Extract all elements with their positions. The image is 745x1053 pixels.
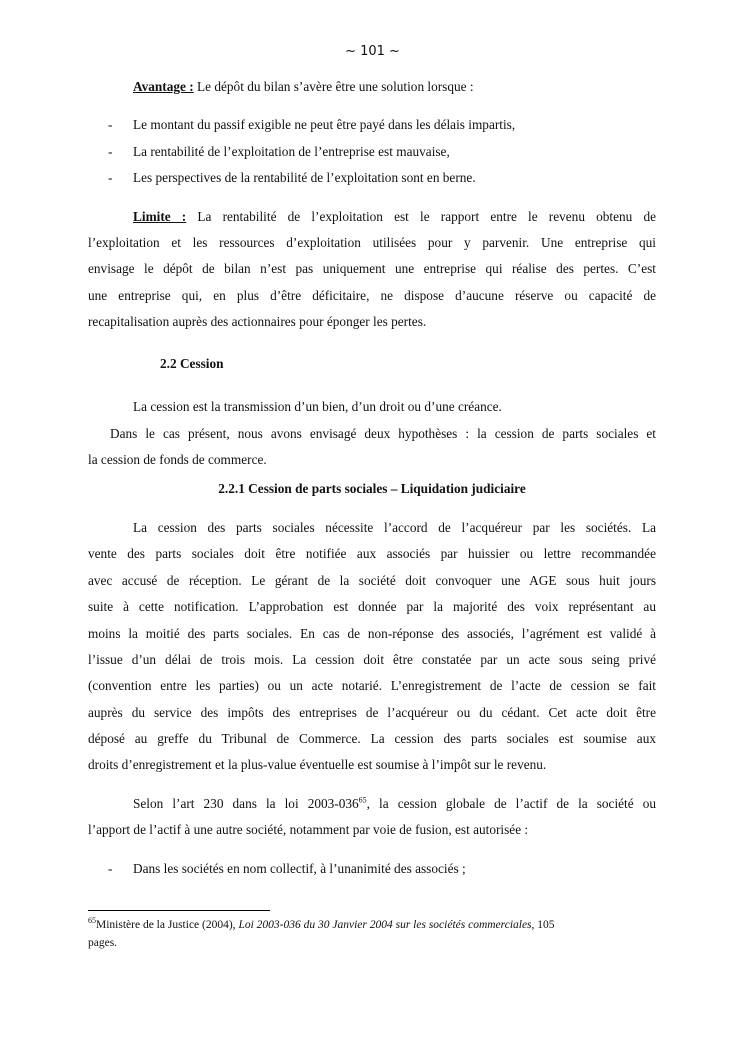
avantage-label: Avantage :: [133, 79, 194, 94]
footnote-line-1: $^{65}$Ministère de la Justice (2004), Loi 2003-036 du 30 Janvier 2004 sur les sociétés commerciales, 105: [88, 916, 555, 931]
footnote-title: Loi 2003-036 du 30 Janvier 2004 sur les sociétés commerciales: [238, 919, 532, 931]
limite-line-4: une entreprise qui, en plus d’être déficitaire, ne dispose d’aucune réserve ou capacité de: [88, 288, 656, 303]
bullet-dash: -: [108, 117, 113, 132]
parts-line-5: moins la moitié des parts sociales. En cas de non-réponse des associés, l’agrément est validé à: [88, 626, 656, 641]
parts-line-9: déposé au greffe du Tribunal de Commerce. La cession des parts sociales est soumise aux: [88, 731, 656, 746]
section-heading-2-2-1: 2.2.1 Cession de parts sociales – Liquidation judiciaire: [218, 481, 526, 496]
bullet-dash: -: [108, 144, 113, 159]
cession-definition: La cession est la transmission d’un bien, d’un droit ou d’une créance.: [133, 399, 502, 414]
parts-line-10: droits d’enregistrement et la plus-value éventuelle est soumise à l’impôt sur le revenu.: [88, 757, 547, 772]
bullet-dash: -: [108, 170, 113, 185]
parts-line-1: La cession des parts sociales nécessite l’accord de l’acquéreur par les sociétés. La: [133, 520, 656, 535]
limite-label: Limite :: [133, 209, 187, 224]
hypotheses-line-2: la cession de fonds de commerce.: [88, 452, 267, 467]
bullet-dash: -: [108, 861, 113, 876]
art-230-line-2: l’apport de l’actif à une autre société, notamment par voie de fusion, est autorisée :: [88, 822, 529, 837]
parts-line-7: (convention entre les parties) ou un acte notarié. L’enregistrement de l’acte de cession se fait: [88, 678, 656, 693]
footnote-rule: [88, 910, 270, 911]
avantage-text: Le dépôt du bilan s’avère être une solution lorsque :: [193, 79, 474, 94]
limite-line-2: l’exploitation et les ressources d’exploitation utilisées pour y parvenir. Une entreprise qui: [88, 235, 656, 250]
hypotheses-line-1: Dans le cas présent, nous avons envisagé deux hypothèses : la cession de parts sociales et: [110, 426, 656, 441]
avantage-paragraph: [133, 79, 474, 95]
parts-line-3: avec accusé de réception. Le gérant de la société doit convoquer une AGE sous huit jours: [88, 573, 656, 588]
footnote-line-2: pages.: [88, 937, 118, 949]
limite-line-3: envisage le dépôt de bilan n’est pas uniquement une entreprise qui réalise des pertes. C’est: [88, 261, 656, 276]
parts-line-6: l’issue d’un délai de trois mois. La cession doit être constatée par un acte sous seing privé: [88, 652, 656, 667]
snc-bullet: Dans les sociétés en nom collectif, à l’unanimité des associés ;: [133, 861, 466, 876]
avantage-bullet-3: Les perspectives de la rentabilité de l’exploitation sont en berne.: [133, 170, 476, 185]
parts-line-4: suite à cette notification. L’approbation est donnée par la majorité des voix représentant au: [88, 599, 656, 614]
parts-line-8: auprès du service des impôts des entreprises de l’acquéreur ou du cédant. Cet acte doit être: [88, 705, 656, 720]
footnote-ref: 65: [358, 795, 367, 805]
art-230-line-1: Selon l’art 230 dans la loi $2003-036^{65}$, la cession globale de l’actif de la société ou: [133, 795, 656, 811]
avantage-bullet-2: La rentabilité de l’exploitation de l’entreprise est mauvaise,: [133, 144, 450, 159]
avantage-bullet-1: Le montant du passif exigible ne peut être payé dans les délais impartis,: [133, 117, 516, 132]
limite-line-1: Limite : La rentabilité de l’exploitation est le rapport entre le revenu obtenu de: [133, 209, 657, 224]
limite-line-5: recapitalisation auprès des actionnaires pour éponger les pertes.: [88, 314, 427, 329]
section-heading-2-2: 2.2 Cession: [160, 356, 224, 371]
page-number: ~ 101 ~: [345, 44, 400, 59]
footnote-number: 65: [88, 916, 96, 926]
parts-line-2: vente des parts sociales doit être notifiée aux associés par huissier ou lettre recommandée: [88, 546, 656, 561]
